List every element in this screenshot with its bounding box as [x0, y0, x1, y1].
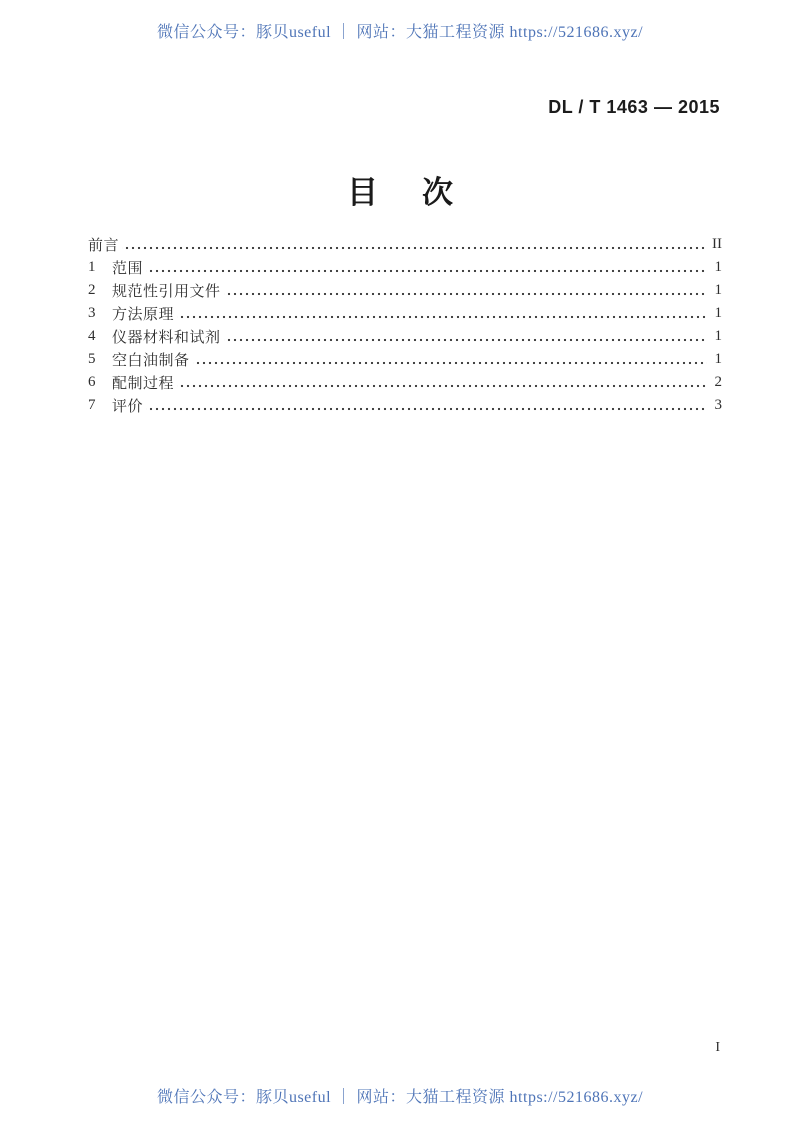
toc-entry-page: 2: [714, 374, 722, 390]
leader-dots: [122, 233, 707, 256]
toc-entry-number: 4: [88, 328, 96, 344]
table-of-contents: [88, 233, 722, 417]
toc-entry-label: 空白油制备: [112, 353, 190, 369]
page-number: I: [715, 1040, 720, 1055]
toc-entry-label: 方法原理: [112, 307, 175, 323]
toc-entry-6[interactable]: [88, 371, 722, 394]
toc-entry-2[interactable]: [88, 279, 722, 302]
toc-entry-page: 3: [714, 397, 722, 413]
toc-entry-7[interactable]: [88, 394, 722, 417]
toc-entry-number: 3: [88, 305, 96, 321]
toc-entry-page: 1: [714, 351, 722, 367]
toc-title: [0, 167, 800, 212]
leader-dots: [224, 279, 707, 302]
standard-code: DL / T 1463 — 2015: [548, 97, 720, 117]
banner-text: 微信公众号：豚贝useful ｜ 网站：大猫工程资源: [156, 1089, 506, 1106]
toc-entry-3[interactable]: [88, 302, 722, 325]
toc-entry-label: 评价: [112, 399, 144, 415]
toc-entry-4[interactable]: [88, 325, 722, 348]
toc-entry-label: 范围: [112, 261, 144, 277]
toc-entry-page: 1: [714, 328, 722, 344]
toc-entry-number: 7: [88, 397, 96, 413]
leader-dots: [177, 371, 707, 394]
toc-entry-1[interactable]: [88, 256, 722, 279]
leader-dots: [193, 348, 707, 371]
banner-url-link[interactable]: https://521686.xyz/: [509, 24, 644, 41]
bottom-watermark-banner: [0, 1084, 800, 1107]
toc-entry-page: 1: [714, 305, 722, 321]
banner-url-link[interactable]: https://521686.xyz/: [509, 1089, 644, 1106]
toc-entry-label: 规范性引用文件: [112, 284, 221, 300]
toc-entry-label: 仪器材料和试剂: [112, 330, 221, 346]
toc-entry-label: 配制过程: [112, 376, 175, 392]
toc-entry-5[interactable]: [88, 348, 722, 371]
leader-dots: [177, 302, 707, 325]
toc-title-char-right: 次: [422, 175, 453, 210]
toc-entry-page: 1: [714, 259, 722, 275]
toc-entry-number: 5: [88, 351, 96, 367]
toc-entry-page: II: [712, 236, 722, 252]
leader-dots: [146, 256, 707, 279]
leader-dots: [146, 394, 707, 417]
leader-dots: [224, 325, 707, 348]
toc-entry-foreword[interactable]: [88, 233, 722, 256]
toc-entry-page: 1: [714, 282, 722, 298]
toc-title-char-left: 目: [347, 175, 378, 210]
banner-text: 微信公众号：豚贝useful ｜ 网站：大猫工程资源: [156, 24, 506, 41]
top-watermark-banner: [0, 19, 800, 42]
toc-entry-number: 6: [88, 374, 96, 390]
toc-entry-label: 前言: [88, 238, 120, 254]
toc-entry-number: 1: [88, 259, 96, 275]
toc-entry-number: 2: [88, 282, 96, 298]
